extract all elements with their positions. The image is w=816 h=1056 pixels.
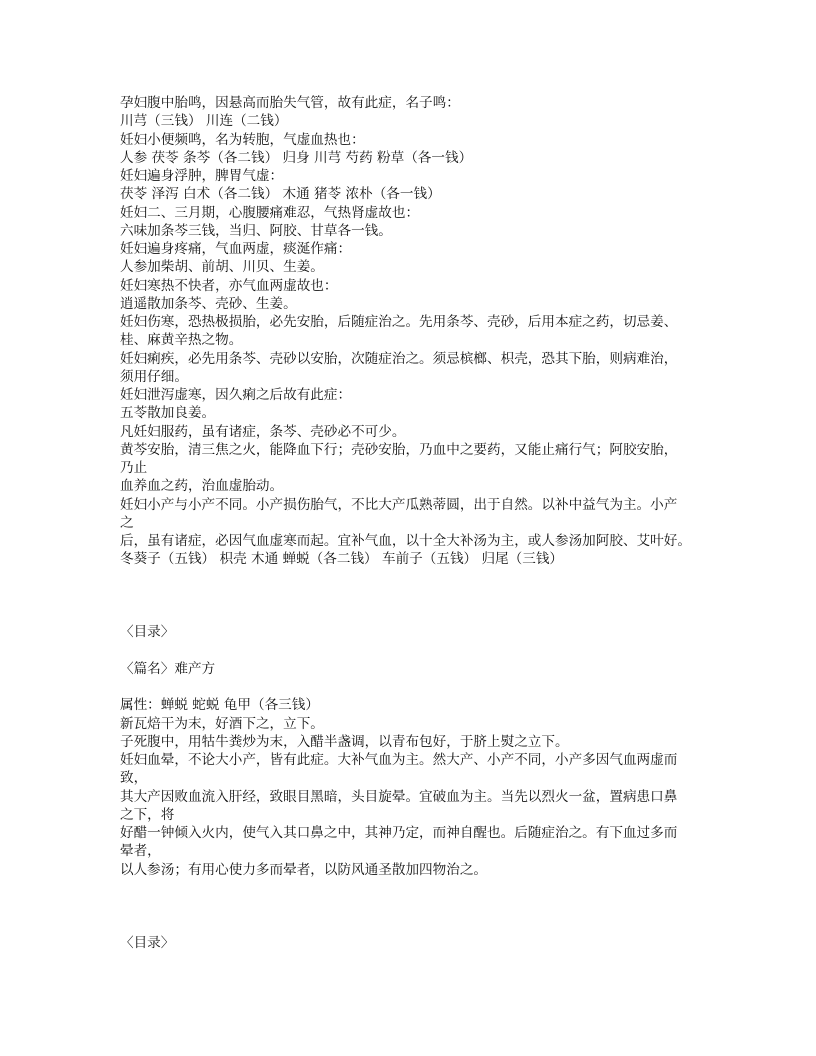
blank-line bbox=[120, 642, 720, 660]
text-line: 妊妇寒热不快者，亦气血两虚故也： bbox=[120, 277, 338, 294]
blank-line bbox=[120, 879, 720, 897]
text-line: 晕者， bbox=[120, 843, 161, 860]
text-line: 人参加柴胡、前胡、川贝、生姜。 bbox=[120, 259, 324, 276]
blank-line bbox=[120, 915, 720, 933]
blank-line bbox=[120, 587, 720, 605]
text-line: 致， bbox=[120, 770, 148, 787]
blank-line bbox=[120, 569, 720, 587]
text-line: 妊妇泄泻虚寒，因久痢之后故有此症： bbox=[120, 387, 352, 403]
text-line: 后，虽有诸症，必因气血虚寒而起。宜补气血，以十全大补汤为主，或人参汤加阿胶、艾叶好。 bbox=[120, 533, 691, 549]
text-line: 子死腹中，用牯牛粪炒为末，入醋半盏调，以青布包好，于脐上熨之立下。 bbox=[120, 733, 569, 750]
text-line: 妊妇小产与小产不同。小产损伤胎气，不比大产瓜熟蒂圆，出于自然。以补中益气为主。小产 bbox=[120, 496, 678, 513]
text-line: 冬葵子（五钱） 枳壳 木通 蝉蜕（各二钱） 车前子（五钱） 归尾（三钱） bbox=[120, 551, 564, 568]
text-line: 好醋一钟倾入火内，使气入其口鼻之中，其神乃定，而神自醒也。后随症治之。有下血过多而 bbox=[120, 825, 678, 841]
text-line: 之 bbox=[120, 514, 134, 531]
text-line: 孕妇腹中胎鸣，因悬高而胎失气管，故有此症，名子鸣： bbox=[120, 95, 460, 111]
text-line: 逍遥散加条芩、壳砂、生姜。 bbox=[120, 295, 297, 312]
text-line: 妊妇伤寒，恐热极损胎，必先安胎，后随症治之。先用条芩、壳砂，后用本症之药，切忌姜、 bbox=[120, 314, 678, 330]
text-line: 属性：蝉蜕 蛇蜕 龟甲（各三钱） bbox=[120, 697, 319, 714]
text-line: 人参 茯苓 条芩（各二钱） 归身 川芎 芍药 粉草（各一钱） bbox=[120, 149, 473, 166]
text-line: 之下，将 bbox=[120, 806, 175, 823]
text-line: 乃止 bbox=[120, 460, 148, 476]
text-line: 六味加条芩三钱，当归、阿胶、甘草各一钱。 bbox=[120, 222, 392, 239]
text-line: 妊妇小便频鸣，名为转胞，气虚血热也： bbox=[120, 131, 365, 148]
text-line: 凡妊妇服药，虽有诸症，条芩、壳砂必不可少。 bbox=[120, 423, 406, 440]
document-page bbox=[120, 94, 720, 952]
toc-link: 〈目录〉 bbox=[120, 624, 175, 641]
text-line: 妊妇血晕，不论大小产，皆有此症。大补气血为主。然大产、小产不同，小产多因气血两虚而 bbox=[120, 752, 678, 768]
text-line: 茯苓 泽泻 白术（各二钱） 木通 猪苓 浓朴（各一钱） bbox=[120, 186, 441, 203]
text-line: 妊妇二、三月期，心腹腰痛难忍，气热肾虚故也： bbox=[120, 204, 420, 221]
text-line: 黄芩安胎，清三焦之火，能降血下行；壳砂安胎，乃血中之要药，又能止痛行气；阿胶安胎， bbox=[120, 441, 678, 458]
text-line: 川芎（三钱） 川连（二钱） bbox=[120, 113, 288, 130]
blank-line bbox=[120, 897, 720, 915]
text-line: 妊妇遍身浮肿，脾胃气虚： bbox=[120, 168, 284, 184]
text-line: 新瓦焙干为末，好酒下之，立下。 bbox=[120, 715, 324, 732]
toc-link: 〈目录〉 bbox=[120, 934, 175, 951]
text-line: 五苓散加良姜。 bbox=[120, 405, 216, 422]
blank-line bbox=[120, 605, 720, 623]
text-line: 须用仔细。 bbox=[120, 368, 188, 385]
text-line: 妊妇痢疾，必先用条芩、壳砂以安胎，次随症治之。须忌槟榔、枳壳，恐其下胎，则病难治， bbox=[120, 350, 678, 367]
text-line: 以人参汤；有用心使力多而晕者，以防风通圣散加四物治之。 bbox=[120, 861, 488, 878]
text-line: 其大产因败血流入肝经，致眼目黑暗，头目旋晕。宜破血为主。当先以烈火一盆，置病患口鼻 bbox=[120, 788, 678, 805]
text-line: 〈篇名〉难产方 bbox=[120, 660, 216, 677]
text-line: 桂、麻黄辛热之物。 bbox=[120, 332, 243, 349]
blank-line bbox=[120, 678, 720, 696]
text-line: 妊妇遍身疼痛，气血两虚，痰涎作痛： bbox=[120, 241, 352, 257]
text-line: 血养血之药，治血虚胎动。 bbox=[120, 478, 284, 495]
